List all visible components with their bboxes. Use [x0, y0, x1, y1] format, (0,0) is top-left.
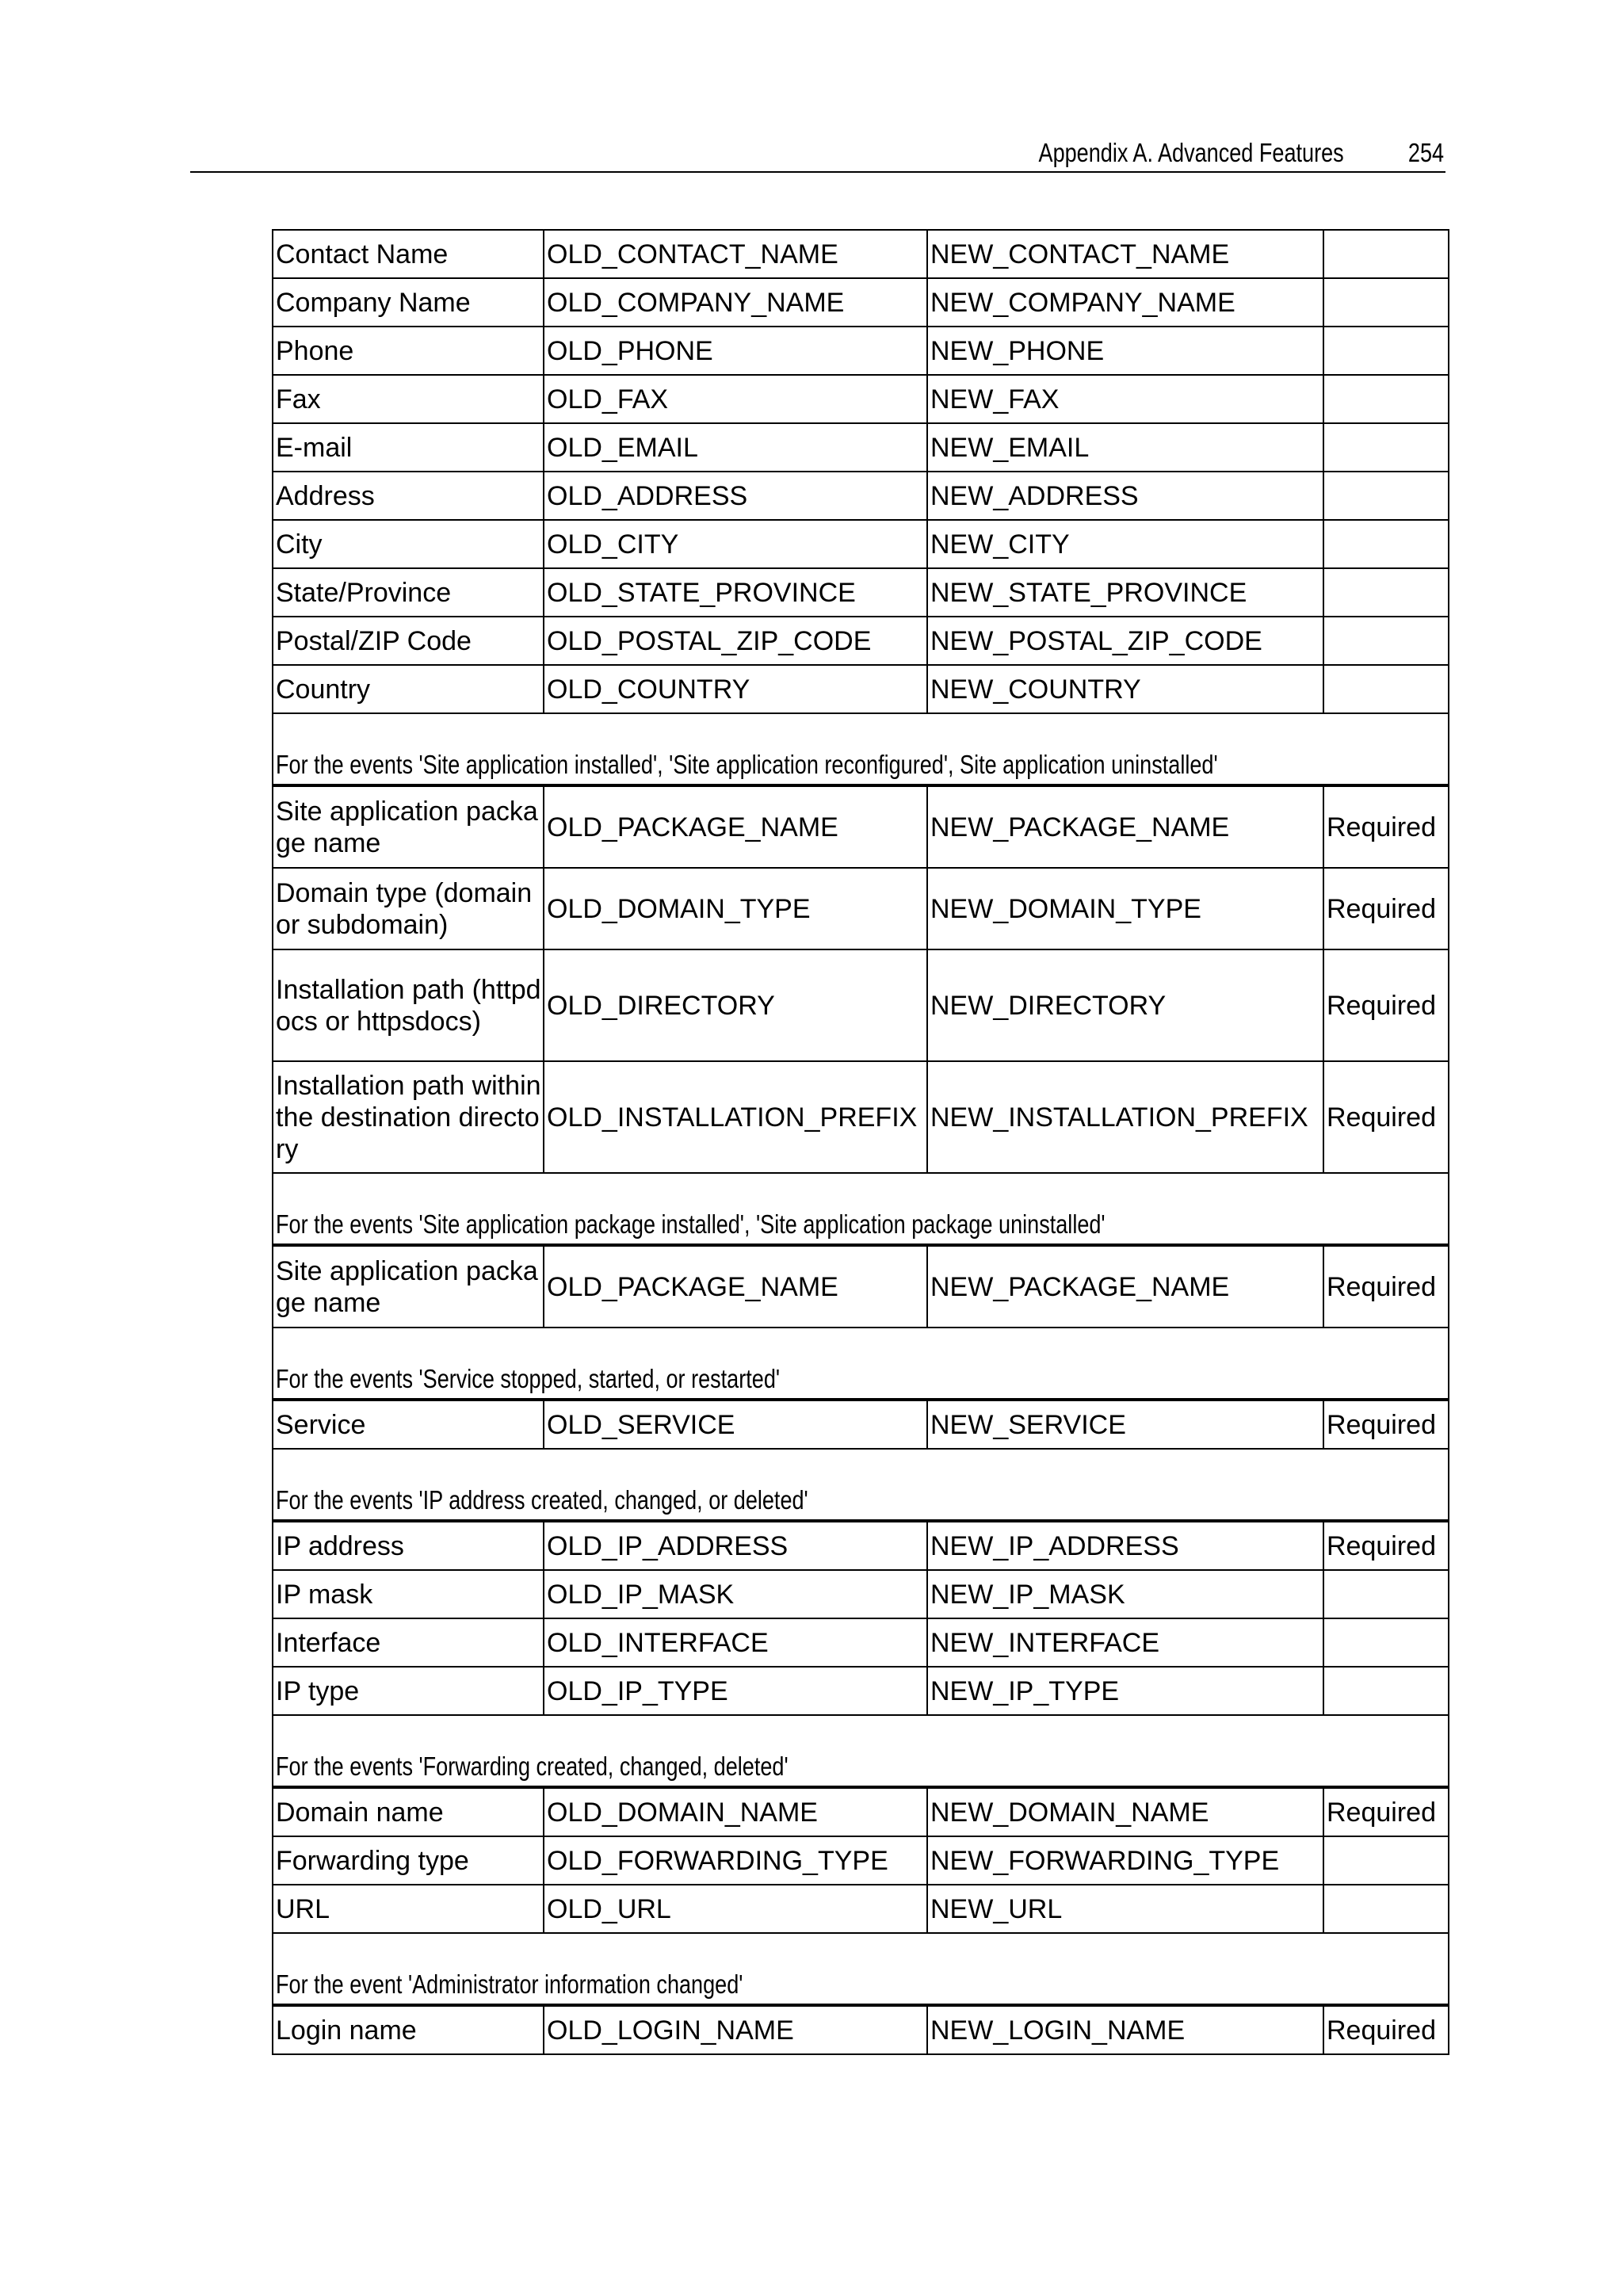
new-variable-cell: NEW_FAX — [927, 375, 1323, 423]
field-name-cell: Service — [273, 1400, 544, 1449]
table-row — [273, 1521, 1449, 1570]
table-row — [273, 1400, 1449, 1449]
old-variable-cell: OLD_COMPANY_NAME — [544, 278, 927, 327]
field-name-cell: IP type — [273, 1667, 544, 1715]
new-variable-cell: NEW_FORWARDING_TYPE — [927, 1836, 1323, 1885]
page-header — [190, 133, 1445, 173]
required-cell — [1323, 230, 1449, 278]
table-row — [273, 230, 1449, 278]
required-cell: Required — [1323, 1787, 1449, 1836]
required-cell — [1323, 375, 1449, 423]
table-row — [273, 1570, 1449, 1618]
required-cell: Required — [1323, 1400, 1449, 1449]
old-variable-cell: OLD_PACKAGE_NAME — [544, 785, 927, 868]
table-row — [273, 2005, 1449, 2054]
section-heading-row — [273, 1933, 1449, 2005]
table-row — [273, 520, 1449, 568]
new-variable-cell: NEW_DOMAIN_TYPE — [927, 868, 1323, 949]
table-row — [273, 1787, 1449, 1836]
table-row — [273, 868, 1449, 949]
section-heading: For the events 'Site application installed', 'Site application reconfigured', Site application uninstalled' — [276, 750, 1218, 779]
table-row — [273, 785, 1449, 868]
field-name-cell: Domain type (domain or subdomain) — [273, 868, 544, 949]
old-variable-cell: OLD_IP_MASK — [544, 1570, 927, 1618]
required-cell — [1323, 1570, 1449, 1618]
old-variable-cell: OLD_EMAIL — [544, 423, 927, 472]
required-cell: Required — [1323, 785, 1449, 868]
table-row — [273, 472, 1449, 520]
required-cell — [1323, 1618, 1449, 1667]
table-row — [273, 617, 1449, 665]
new-variable-cell: NEW_INSTALLATION_PREFIX — [927, 1061, 1323, 1173]
old-variable-cell: OLD_CONTACT_NAME — [544, 230, 927, 278]
section-heading-cell — [273, 1933, 1449, 2005]
table-row — [273, 568, 1449, 617]
required-cell: Required — [1323, 949, 1449, 1061]
old-variable-cell: OLD_COUNTRY — [544, 665, 927, 713]
required-cell: Required — [1323, 868, 1449, 949]
section-heading-row — [273, 1173, 1449, 1245]
section-heading: For the events 'Service stopped, started, or restarted' — [276, 1364, 781, 1393]
section-heading-cell — [273, 1173, 1449, 1245]
required-cell — [1323, 472, 1449, 520]
section-heading-cell — [273, 1715, 1449, 1787]
table-row — [273, 278, 1449, 327]
old-variable-cell: OLD_LOGIN_NAME — [544, 2005, 927, 2054]
table-row — [273, 1836, 1449, 1885]
event-parameters-table — [272, 229, 1449, 2055]
section-heading: For the events 'IP address created, changed, or deleted' — [276, 1485, 808, 1515]
field-name-cell: Fax — [273, 375, 544, 423]
section-heading-row — [273, 1715, 1449, 1787]
required-cell: Required — [1323, 1061, 1449, 1173]
section-heading: For the events 'Site application package installed', 'Site application package uninstalled' — [276, 1209, 1106, 1239]
field-name-cell: Interface — [273, 1618, 544, 1667]
new-variable-cell: NEW_INTERFACE — [927, 1618, 1323, 1667]
new-variable-cell: NEW_SERVICE — [927, 1400, 1323, 1449]
field-name-cell: Login name — [273, 2005, 544, 2054]
page-number: 254 — [1407, 138, 1444, 167]
new-variable-cell: NEW_POSTAL_ZIP_CODE — [927, 617, 1323, 665]
required-cell: Required — [1323, 1521, 1449, 1570]
field-name-cell: IP mask — [273, 1570, 544, 1618]
table-row — [273, 327, 1449, 375]
old-variable-cell: OLD_URL — [544, 1885, 927, 1933]
new-variable-cell: NEW_COUNTRY — [927, 665, 1323, 713]
table-row — [273, 1245, 1449, 1328]
field-name-cell: URL — [273, 1885, 544, 1933]
required-cell — [1323, 568, 1449, 617]
field-name-cell: Domain name — [273, 1787, 544, 1836]
required-cell: Required — [1323, 2005, 1449, 2054]
new-variable-cell: NEW_ADDRESS — [927, 472, 1323, 520]
new-variable-cell: NEW_CONTACT_NAME — [927, 230, 1323, 278]
table-row — [273, 375, 1449, 423]
field-name-cell: Postal/ZIP Code — [273, 617, 544, 665]
section-heading-cell — [273, 713, 1449, 785]
field-name-cell: State/Province — [273, 568, 544, 617]
new-variable-cell: NEW_DIRECTORY — [927, 949, 1323, 1061]
new-variable-cell: NEW_LOGIN_NAME — [927, 2005, 1323, 2054]
new-variable-cell: NEW_COMPANY_NAME — [927, 278, 1323, 327]
table-row — [273, 665, 1449, 713]
section-heading: For the event 'Administrator information changed' — [276, 1969, 743, 1999]
table-body — [273, 230, 1449, 2054]
new-variable-cell: NEW_CITY — [927, 520, 1323, 568]
field-name-cell: Phone — [273, 327, 544, 375]
old-variable-cell: OLD_FAX — [544, 375, 927, 423]
old-variable-cell: OLD_FORWARDING_TYPE — [544, 1836, 927, 1885]
old-variable-cell: OLD_CITY — [544, 520, 927, 568]
old-variable-cell: OLD_DIRECTORY — [544, 949, 927, 1061]
old-variable-cell: OLD_ADDRESS — [544, 472, 927, 520]
section-heading-row — [273, 1328, 1449, 1400]
old-variable-cell: OLD_INSTALLATION_PREFIX — [544, 1061, 927, 1173]
new-variable-cell: NEW_IP_TYPE — [927, 1667, 1323, 1715]
section-heading: For the events 'Forwarding created, changed, deleted' — [276, 1752, 789, 1781]
old-variable-cell: OLD_PHONE — [544, 327, 927, 375]
old-variable-cell: OLD_POSTAL_ZIP_CODE — [544, 617, 927, 665]
new-variable-cell: NEW_URL — [927, 1885, 1323, 1933]
required-cell — [1323, 327, 1449, 375]
field-name-cell: Forwarding type — [273, 1836, 544, 1885]
required-cell — [1323, 1836, 1449, 1885]
table-row — [273, 949, 1449, 1061]
field-name-cell: Site application package name — [273, 1245, 544, 1328]
required-cell: Required — [1323, 1245, 1449, 1328]
old-variable-cell: OLD_SERVICE — [544, 1400, 927, 1449]
old-variable-cell: OLD_IP_ADDRESS — [544, 1521, 927, 1570]
field-name-cell: Company Name — [273, 278, 544, 327]
table-row — [273, 1618, 1449, 1667]
table-row — [273, 423, 1449, 472]
new-variable-cell: NEW_STATE_PROVINCE — [927, 568, 1323, 617]
required-cell — [1323, 665, 1449, 713]
table-row — [273, 1667, 1449, 1715]
old-variable-cell: OLD_IP_TYPE — [544, 1667, 927, 1715]
new-variable-cell: NEW_IP_ADDRESS — [927, 1521, 1323, 1570]
field-name-cell: Contact Name — [273, 230, 544, 278]
field-name-cell: IP address — [273, 1521, 544, 1570]
section-heading-cell — [273, 1449, 1449, 1521]
new-variable-cell: NEW_PACKAGE_NAME — [927, 1245, 1323, 1328]
field-name-cell: Site application package name — [273, 785, 544, 868]
old-variable-cell: OLD_PACKAGE_NAME — [544, 1245, 927, 1328]
chapter-title: Appendix A. Advanced Features — [1038, 138, 1344, 167]
new-variable-cell: NEW_IP_MASK — [927, 1570, 1323, 1618]
field-name-cell: E-mail — [273, 423, 544, 472]
section-heading-cell — [273, 1328, 1449, 1400]
required-cell — [1323, 520, 1449, 568]
required-cell — [1323, 617, 1449, 665]
new-variable-cell: NEW_EMAIL — [927, 423, 1323, 472]
old-variable-cell: OLD_DOMAIN_TYPE — [544, 868, 927, 949]
old-variable-cell: OLD_STATE_PROVINCE — [544, 568, 927, 617]
new-variable-cell: NEW_DOMAIN_NAME — [927, 1787, 1323, 1836]
table-row — [273, 1885, 1449, 1933]
field-name-cell: Installation path (httpdocs or httpsdocs) — [273, 949, 544, 1061]
section-heading-row — [273, 713, 1449, 785]
section-heading-row — [273, 1449, 1449, 1521]
field-name-cell: Country — [273, 665, 544, 713]
field-name-cell: City — [273, 520, 544, 568]
table-row — [273, 1061, 1449, 1173]
new-variable-cell: NEW_PHONE — [927, 327, 1323, 375]
required-cell — [1323, 1667, 1449, 1715]
required-cell — [1323, 423, 1449, 472]
old-variable-cell: OLD_INTERFACE — [544, 1618, 927, 1667]
required-cell — [1323, 278, 1449, 327]
required-cell — [1323, 1885, 1449, 1933]
field-name-cell: Installation path within the destination directory — [273, 1061, 544, 1173]
new-variable-cell: NEW_PACKAGE_NAME — [927, 785, 1323, 868]
field-name-cell: Address — [273, 472, 544, 520]
old-variable-cell: OLD_DOMAIN_NAME — [544, 1787, 927, 1836]
